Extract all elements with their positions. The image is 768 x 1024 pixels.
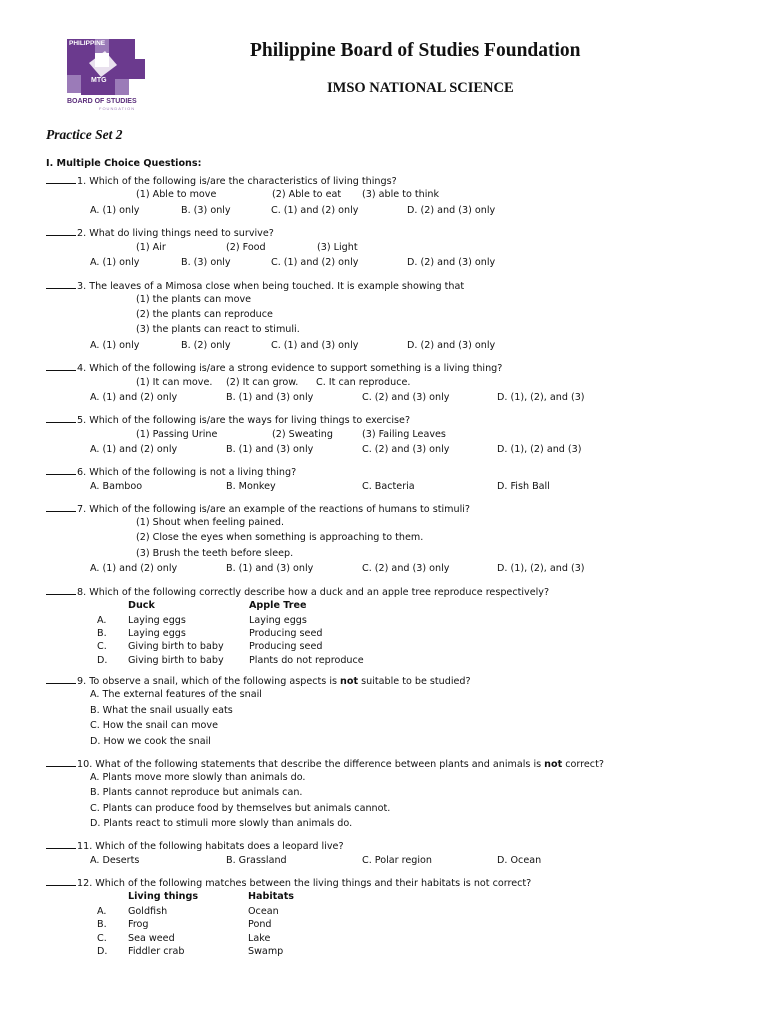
q5-item: (3) Failing Leaves: [362, 429, 446, 440]
q12-row-letter: A.: [97, 906, 107, 917]
question-1: 1. Which of the following is/are the characteristics of living things?: [46, 174, 397, 188]
q7-item: (1) Shout when feeling pained.: [136, 517, 285, 528]
q8-cell: Laying eggs: [128, 615, 186, 626]
practice-set-label: Practice Set 2: [46, 127, 123, 142]
q9-option: C. How the snail can move: [90, 720, 218, 731]
q2-option: D. (2) and (3) only: [407, 257, 496, 268]
q2-option: C. (1) and (2) only: [271, 257, 359, 268]
question-12: 12. Which of the following matches between the living things and their habitats is not correct?: [46, 876, 531, 890]
q8-cell: Giving birth to baby: [128, 655, 224, 666]
q12-table-header: Habitats: [248, 891, 295, 902]
page-subtitle: IMSO NATIONAL SCIENCE: [327, 80, 514, 96]
logo-graphic: [65, 37, 147, 112]
question-2: 2. What do living things need to survive?: [46, 226, 274, 240]
q12-cell: Ocean: [248, 906, 279, 917]
q8-cell: Producing seed: [249, 641, 323, 652]
q7-option: B. (1) and (3) only: [226, 563, 314, 574]
q1-item: (1) Able to move: [136, 189, 217, 200]
q3-option: A. (1) only: [90, 340, 140, 351]
question-3: 3. The leaves of a Mimosa close when being touched. It is example showing that: [46, 279, 464, 293]
q10-option: D. Plants react to stimuli more slowly than animals do.: [90, 818, 353, 829]
svg-text:FOUNDATION: FOUNDATION: [99, 106, 136, 111]
q8-row-letter: A.: [97, 615, 107, 626]
q12-row-letter: B.: [97, 919, 107, 930]
q6-option: D. Fish Ball: [497, 481, 550, 492]
q12-cell: Lake: [248, 933, 271, 944]
q1-item: (3) able to think: [362, 189, 440, 200]
q5-option: D. (1), (2) and (3): [497, 444, 582, 455]
q12-table-header: Living things: [128, 891, 199, 902]
q6-option: C. Bacteria: [362, 481, 415, 492]
q11-option: B. Grassland: [226, 855, 287, 866]
q2-item: (2) Food: [226, 242, 266, 253]
q9-option: B. What the snail usually eats: [90, 705, 233, 716]
question-4: 4. Which of the following is/are a strong evidence to support something is a living thing?: [46, 361, 502, 375]
q3-option: B. (2) only: [181, 340, 231, 351]
q1-option: A. (1) only: [90, 205, 140, 216]
q8-cell: Laying eggs: [128, 628, 186, 639]
q2-option: B. (3) only: [181, 257, 231, 268]
q7-item: (3) Brush the teeth before sleep.: [136, 548, 294, 559]
q4-option: D. (1), (2), and (3): [497, 392, 585, 403]
q4-option: C. (2) and (3) only: [362, 392, 450, 403]
q9-option: D. How we cook the snail: [90, 736, 211, 747]
q6-option: A. Bamboo: [90, 481, 143, 492]
q7-option: D. (1), (2), and (3): [497, 563, 585, 574]
q5-option: A. (1) and (2) only: [90, 444, 178, 455]
question-11: 11. Which of the following habitats does a leopard live?: [46, 839, 344, 853]
question-6: 6. Which of the following is not a living thing?: [46, 465, 296, 479]
q4-option: A. (1) and (2) only: [90, 392, 178, 403]
q12-cell: Goldfish: [128, 906, 168, 917]
question-7: 7. Which of the following is/are an example of the reactions of humans to stimuli?: [46, 502, 470, 516]
q10-option: A. Plants move more slowly than animals do.: [90, 772, 306, 783]
q1-option: B. (3) only: [181, 205, 231, 216]
question-8: 8. Which of the following correctly describe how a duck and an apple tree reproduce respectively?: [46, 585, 549, 599]
q1-option: D. (2) and (3) only: [407, 205, 496, 216]
q11-option: A. Deserts: [90, 855, 140, 866]
q12-cell: Fiddler crab: [128, 946, 185, 957]
q4-option: B. (1) and (3) only: [226, 392, 314, 403]
q9-option: A. The external features of the snail: [90, 689, 262, 700]
q11-option: D. Ocean: [497, 855, 542, 866]
q2-item: (1) Air: [136, 242, 166, 253]
q8-row-letter: B.: [97, 628, 107, 639]
q7-option: C. (2) and (3) only: [362, 563, 450, 574]
q12-cell: Frog: [128, 919, 149, 930]
foundation-logo: [65, 37, 147, 112]
q12-cell: Pond: [248, 919, 272, 930]
question-9: 9. To observe a snail, which of the following aspects is not suitable to be studied?: [46, 674, 471, 688]
q8-cell: Giving birth to baby: [128, 641, 224, 652]
q1-option: C. (1) and (2) only: [271, 205, 359, 216]
q5-item: (1) Passing Urine: [136, 429, 218, 440]
q8-cell: Plants do not reproduce: [249, 655, 364, 666]
q5-item: (2) Sweating: [272, 429, 333, 440]
q11-option: C. Polar region: [362, 855, 432, 866]
q3-item: (3) the plants can react to stimuli.: [136, 324, 300, 335]
section-heading: I. Multiple Choice Questions:: [46, 158, 202, 169]
q3-option: D. (2) and (3) only: [407, 340, 496, 351]
q8-cell: Producing seed: [249, 628, 323, 639]
q4-item: C. It can reproduce.: [316, 377, 411, 388]
q3-item: (1) the plants can move: [136, 294, 252, 305]
q8-table-header: Duck: [128, 600, 155, 611]
q12-row-letter: C.: [97, 933, 107, 944]
q8-cell: Laying eggs: [249, 615, 307, 626]
q12-cell: Sea weed: [128, 933, 175, 944]
q12-cell: Swamp: [248, 946, 284, 957]
q4-item: (2) It can grow.: [226, 377, 299, 388]
q8-row-letter: D.: [97, 655, 108, 666]
page-title: Philippine Board of Studies Foundation: [250, 40, 581, 61]
q6-option: B. Monkey: [226, 481, 276, 492]
q5-option: B. (1) and (3) only: [226, 444, 314, 455]
q7-option: A. (1) and (2) only: [90, 563, 178, 574]
q1-item: (2) Able to eat: [272, 189, 342, 200]
q8-row-letter: C.: [97, 641, 107, 652]
question-10: 10. What of the following statements that describe the difference between plants and animals is not correct?: [46, 757, 604, 771]
question-5: 5. Which of the following is/are the ways for living things to exercise?: [46, 413, 410, 427]
svg-text:PHILIPPINE: PHILIPPINE: [69, 40, 106, 47]
q3-option: C. (1) and (3) only: [271, 340, 359, 351]
svg-text:MTG: MTG: [91, 77, 107, 84]
q3-item: (2) the plants can reproduce: [136, 309, 273, 320]
q12-row-letter: D.: [97, 946, 108, 957]
q7-item: (2) Close the eyes when something is approaching to them.: [136, 532, 424, 543]
svg-text:BOARD OF STUDIES: BOARD OF STUDIES: [67, 98, 137, 105]
q2-option: A. (1) only: [90, 257, 140, 268]
q4-item: (1) It can move.: [136, 377, 213, 388]
q10-option: B. Plants cannot reproduce but animals can.: [90, 787, 303, 798]
q8-table-header: Apple Tree: [249, 600, 307, 611]
q10-option: C. Plants can produce food by themselves but animals cannot.: [90, 803, 391, 814]
q5-option: C. (2) and (3) only: [362, 444, 450, 455]
q2-item: (3) Light: [317, 242, 358, 253]
